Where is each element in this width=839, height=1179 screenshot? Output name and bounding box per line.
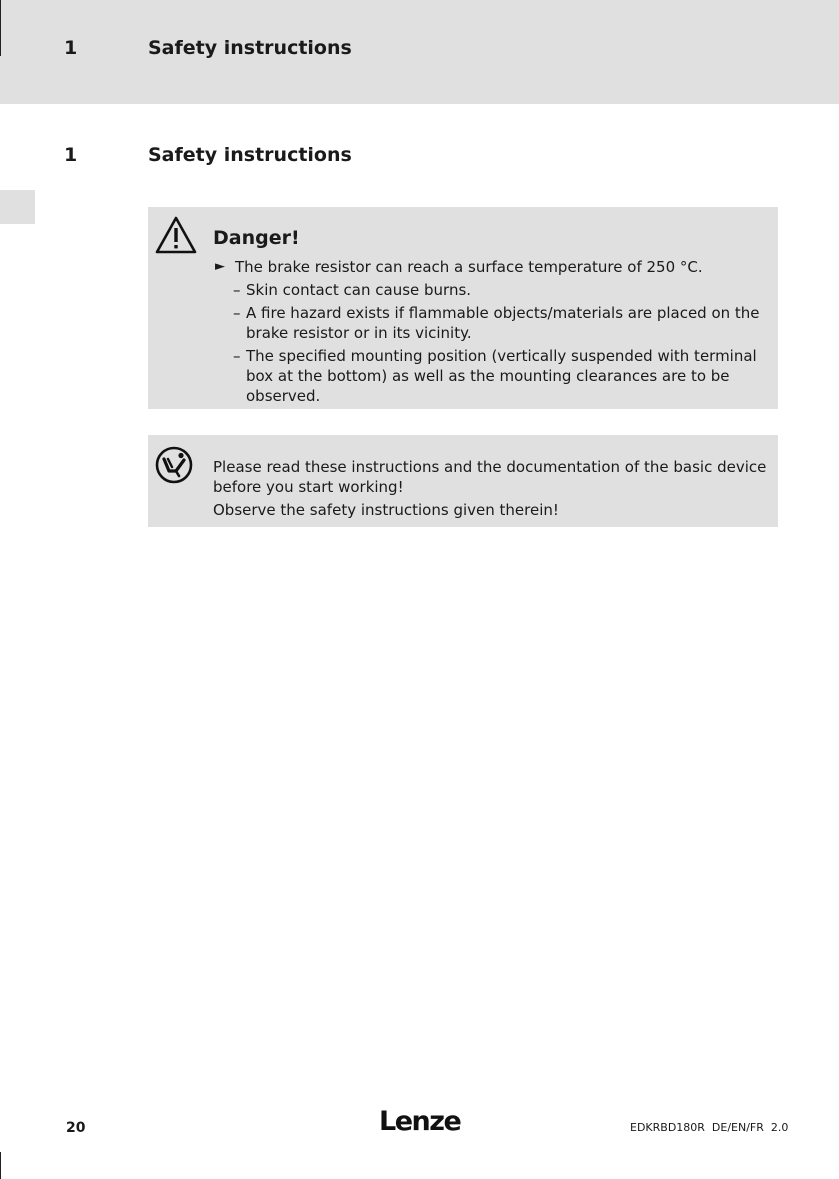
lenze-logo: Lenze [379, 1106, 461, 1137]
read-instructions-icon [154, 445, 194, 485]
sub-item-text: A fire hazard exists if flammable objects/materials are placed on the brake resistor or in its vicinity. [246, 304, 760, 342]
note-text [213, 457, 768, 523]
warning-triangle-icon [154, 215, 198, 255]
header-band [0, 0, 839, 104]
dash-marker: – [233, 281, 241, 299]
danger-box [148, 207, 778, 409]
section-number: 1 [64, 144, 78, 166]
note-line: Please read these instructions and the documentation of the basic device before you start working! [213, 458, 767, 496]
crop-mark-bottom [0, 1152, 1, 1179]
page-number: 20 [66, 1120, 86, 1136]
dash-marker: – [233, 347, 241, 365]
header-chapter-title: Safety instructions [148, 37, 352, 59]
danger-title: Danger! [213, 227, 300, 249]
note-box [148, 435, 778, 527]
bullet-arrow-icon: ► [215, 259, 225, 274]
sub-item-text: The specified mounting position (vertically suspended with terminal box at the bottom) as well as the mounting clearances are to be observed. [246, 347, 757, 405]
danger-sub-items [233, 280, 763, 409]
list-item [233, 303, 763, 343]
sub-item-text: Skin contact can cause burns. [246, 281, 472, 299]
note-line: Observe the safety instructions given therein! [213, 501, 559, 519]
chapter-side-tab [0, 190, 35, 224]
document-id: EDKRBD180R DE/EN/FR 2.0 [630, 1121, 789, 1134]
list-item [233, 280, 763, 300]
crop-mark-top [0, 0, 1, 56]
header-chapter-number: 1 [64, 37, 78, 59]
section-title: Safety instructions [148, 144, 352, 166]
dash-marker: – [233, 304, 241, 322]
danger-bullet-text: The brake resistor can reach a surface temperature of 250 °C. [235, 258, 703, 276]
list-item [233, 346, 763, 406]
